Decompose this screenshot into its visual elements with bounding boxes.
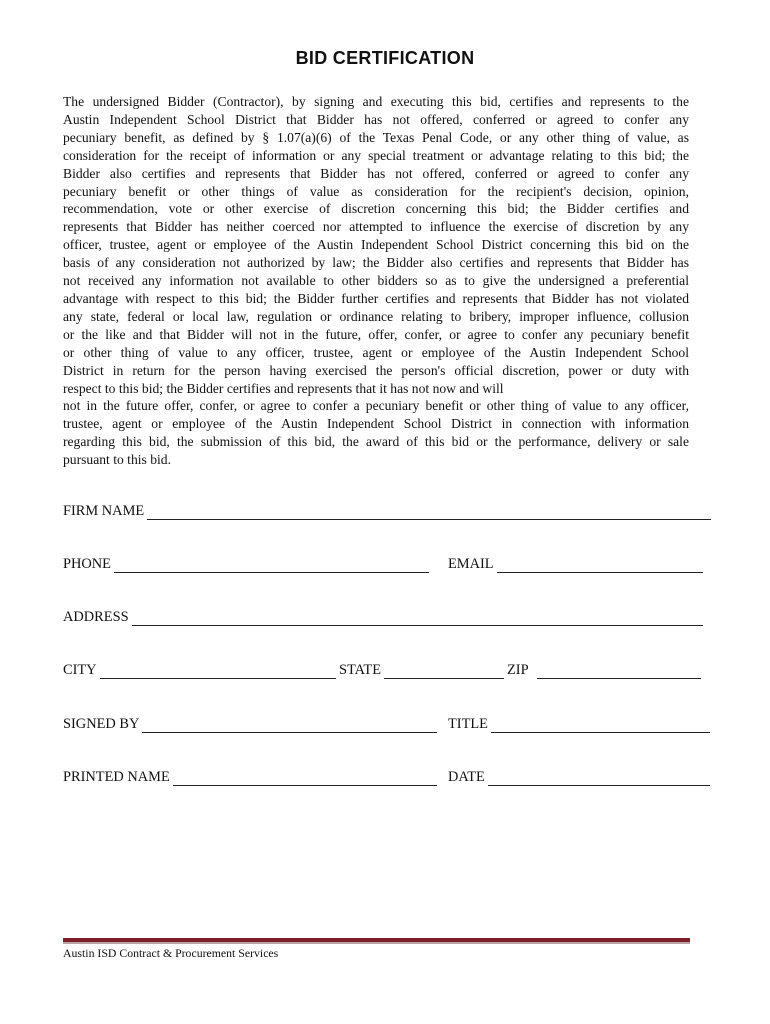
email-label: EMAIL	[448, 556, 494, 572]
email-field[interactable]	[448, 556, 703, 573]
paragraph-line: advantage with respect to this bid; the Bidder further certifies and represents that Bidder has not violated	[63, 290, 689, 306]
phone-label: PHONE	[63, 556, 111, 572]
paragraph-line: or the like and that Bidder will not in the future, offer, confer, or agree to confer any pecuniary benefit	[63, 326, 689, 342]
date-line[interactable]	[488, 770, 710, 786]
title-label: TITLE	[448, 716, 488, 732]
paragraph-line: not received any information not available to other bidders so as to give the undersigned a preferential	[63, 273, 689, 289]
state-label: STATE	[339, 662, 382, 678]
paragraph-line: not in the future offer, confer, or agree to confer a pecuniary benefit or other thing of value to any officer,	[63, 398, 689, 414]
signed-by-label: SIGNED BY	[63, 716, 140, 732]
paragraph-line: consideration for the receipt of information or any special treatment or advantage relating to this bid; the	[63, 147, 689, 163]
date-field[interactable]	[448, 769, 710, 786]
paragraph-line: pecuniary benefit or other things of value as consideration for the recipient's decision, opinion,	[63, 183, 689, 199]
email-line[interactable]	[497, 557, 703, 573]
address-field[interactable]	[63, 609, 703, 626]
paragraph-line: regarding this bid, the submission of this bid, the award of this bid or the performance, delivery or sale	[63, 434, 689, 450]
paragraph-line: trustee, agent or employee of the Austin Independent School District in connection with information	[63, 416, 689, 432]
paragraph-line: Bidder also certifies and represents that Bidder has not offered, conferred or agreed to confer any	[63, 165, 689, 181]
zip-label: ZIP	[507, 662, 529, 678]
printed-name-date-row	[63, 769, 711, 789]
printed-name-field[interactable]	[63, 769, 437, 786]
title-line[interactable]	[491, 717, 710, 733]
paragraph-line: Austin Independent School District that Bidder has not offered, conferred or agreed to confer any	[63, 111, 689, 127]
city-state-zip-row	[63, 662, 711, 682]
paragraph-line: or other thing of value to any officer, trustee, agent or employee of the Austin Independent School	[63, 344, 689, 360]
phone-field[interactable]	[63, 556, 429, 573]
paragraph-line: officer, trustee, agent or employee of the Austin Independent School District concerning this bid on the	[63, 237, 689, 253]
firm-name-row	[63, 503, 711, 523]
paragraph-line: recommendation, vote or other exercise of discretion concerning this bid; the Bidder certifies and	[63, 201, 689, 217]
paragraph-line: represents that Bidder has neither coerced nor attempted to influence the exercise of discretion by any	[63, 219, 689, 235]
phone-email-row	[63, 556, 711, 576]
signed-by-line[interactable]	[142, 717, 437, 733]
city-label: CITY	[63, 662, 97, 678]
paragraph-line: pursuant to this bid.	[63, 452, 171, 468]
paragraph-line: any state, federal or local law, regulation or ordinance relating to bribery, improper influence, collusion	[63, 308, 689, 324]
printed-name-label: PRINTED NAME	[63, 769, 170, 785]
address-line[interactable]	[132, 610, 703, 626]
printed-name-line[interactable]	[173, 770, 437, 786]
address-label: ADDRESS	[63, 609, 129, 625]
firm-name-field[interactable]	[63, 503, 711, 520]
city-field[interactable]	[63, 662, 336, 679]
paragraph-line: The undersigned Bidder (Contractor), by signing and executing this bid, certifies and represents to the	[63, 94, 689, 109]
paragraph-line: pecuniary benefit, as defined by § 1.07(a)(6) of the Texas Penal Code, or any other thing of value, as	[63, 129, 689, 145]
footer-divider	[63, 938, 690, 944]
signed-by-title-row	[63, 716, 711, 736]
state-field[interactable]	[339, 662, 504, 679]
certification-paragraph	[63, 93, 689, 469]
phone-line[interactable]	[114, 557, 429, 573]
address-row	[63, 609, 711, 629]
city-line[interactable]	[100, 663, 336, 679]
zip-line[interactable]	[537, 663, 701, 679]
zip-field[interactable]	[507, 662, 701, 679]
document-title: BID CERTIFICATION	[295, 48, 475, 68]
firm-name-line[interactable]	[147, 504, 711, 520]
date-label: DATE	[448, 769, 485, 785]
paragraph-line: District in return for the person having exercised the person's official discretion, power or duty with	[63, 362, 689, 378]
signed-by-field[interactable]	[63, 716, 437, 733]
state-line[interactable]	[384, 663, 504, 679]
title-field[interactable]	[448, 716, 710, 733]
footer-text: Austin ISD Contract & Procurement Services	[63, 946, 279, 960]
paragraph-line: basis of any consideration not authorized by law; the Bidder also certifies and represents that Bidder has	[63, 255, 689, 271]
paragraph-line: respect to this bid; the Bidder certifies and represents that it has not now and will	[63, 380, 504, 396]
firm-name-label: FIRM NAME	[63, 503, 145, 519]
